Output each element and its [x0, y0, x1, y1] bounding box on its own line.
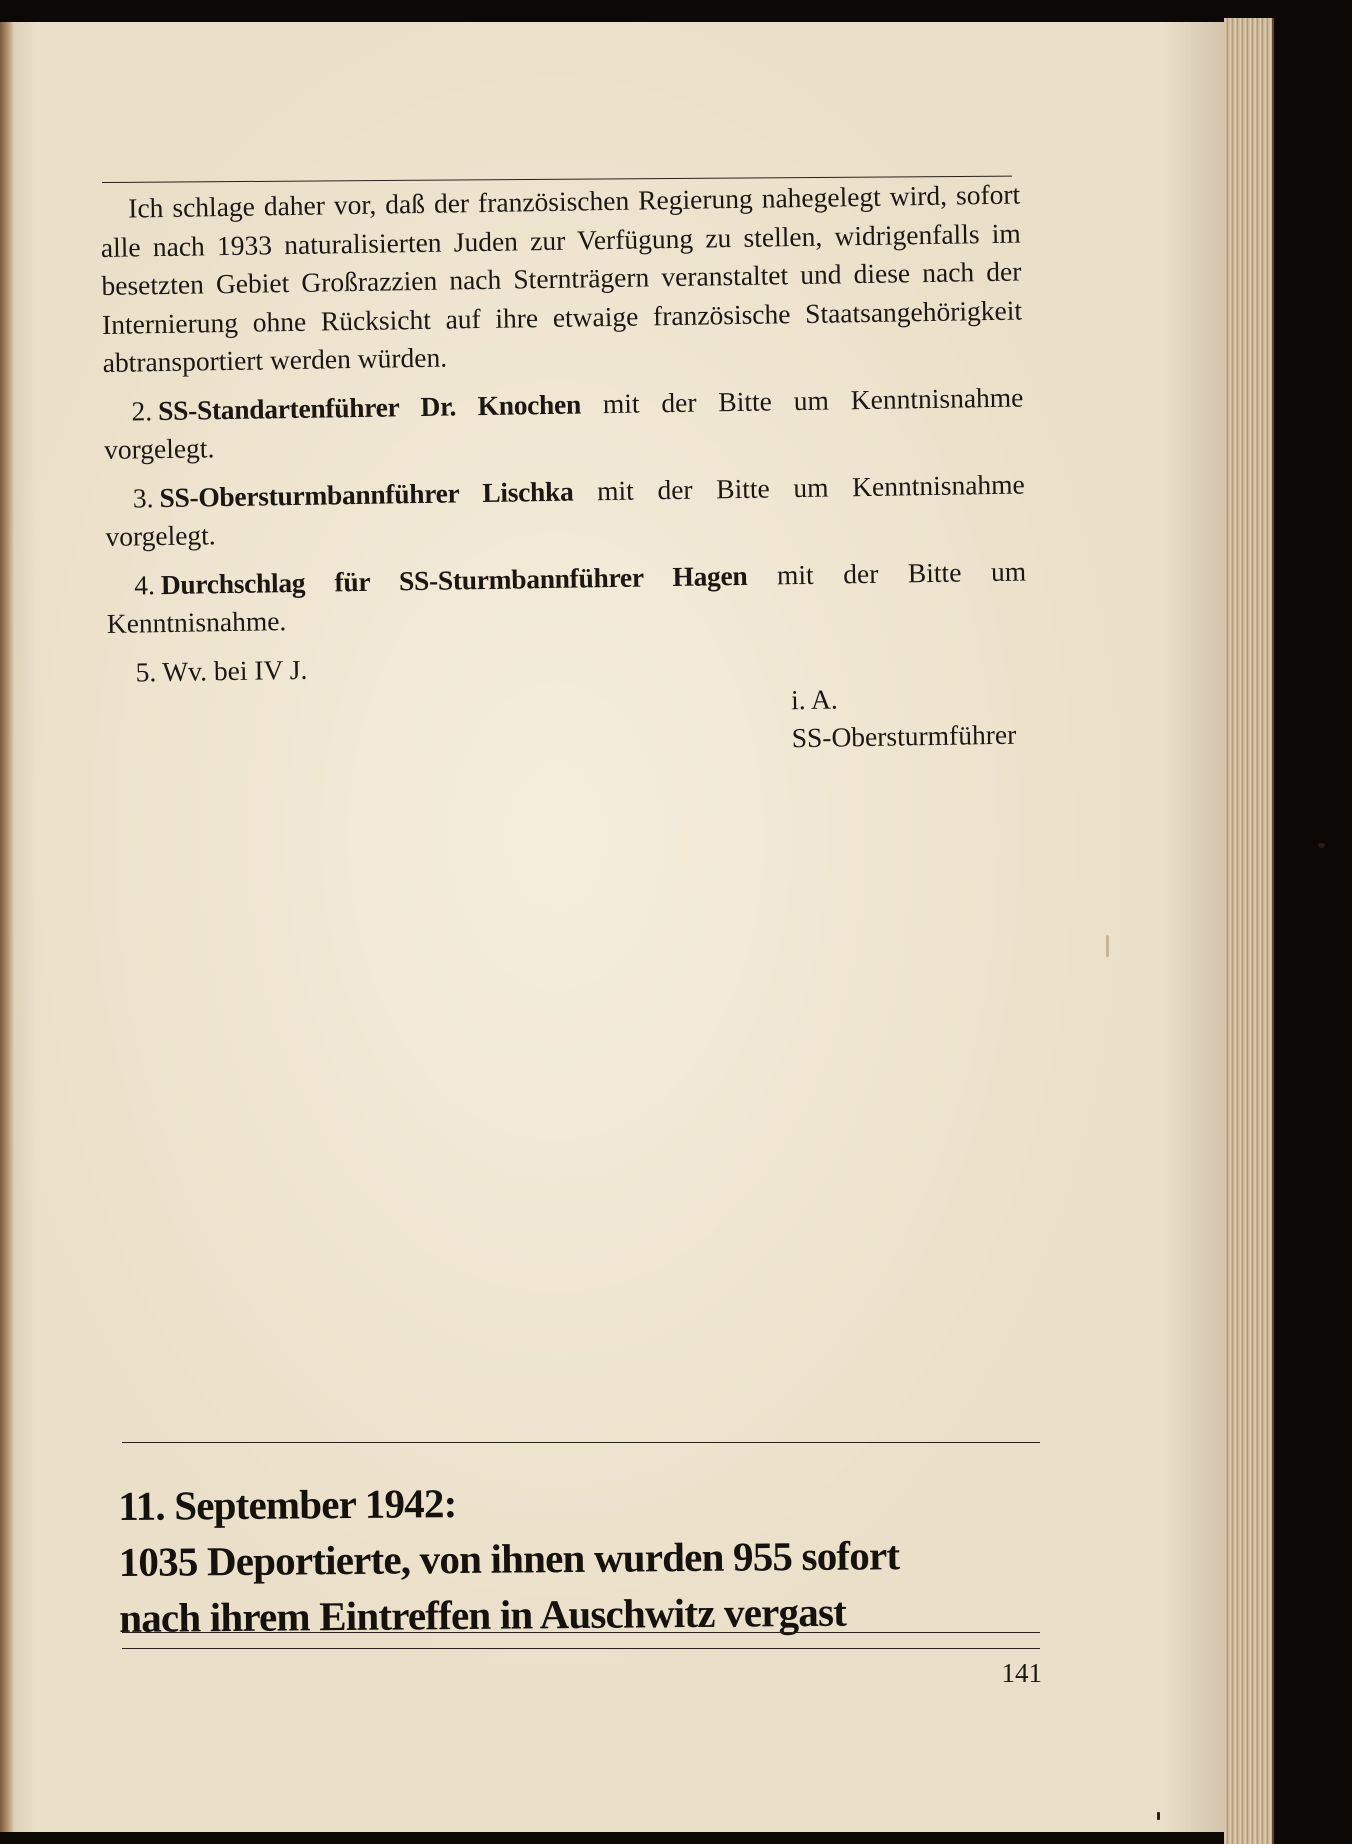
heading-line-3: nach ihrem Eintreffen in Auschwitz vergast — [119, 1588, 847, 1641]
heading-bottom-rule-1 — [122, 1632, 1040, 1633]
scan-speck — [1318, 843, 1325, 848]
item-text: mit der Bitte um Kenntnisnahme vorgelegt. — [103, 381, 1024, 465]
item-text: Wv. bei IV J. — [161, 653, 308, 687]
page-number: 141 — [1001, 1658, 1042, 1688]
heading-line-2: 1035 Deportierte, von ihnen wurden 955 sofort — [118, 1532, 900, 1585]
heading-bottom-rule-2 — [122, 1648, 1040, 1649]
signature-ia: i. A. — [790, 683, 838, 716]
item-recipient: SS-Obersturmbannführer Lischka — [159, 475, 574, 513]
list-item — [106, 552, 1027, 643]
item-number: 5. — [135, 655, 157, 687]
item-number: 4. — [133, 568, 156, 601]
page-stack-edge — [1224, 18, 1274, 1844]
scan-speck — [1106, 935, 1109, 957]
item-recipient: Durchschlag für SS-Sturmbannführer Hagen — [160, 559, 748, 600]
signature-rank: SS-Obersturmführer — [791, 718, 1017, 754]
list-item — [105, 465, 1026, 556]
list-item — [103, 378, 1024, 469]
letter-text — [100, 176, 1029, 768]
item-text: mit der Bitte um Kenntnisnahme vorgelegt. — [105, 468, 1025, 552]
item-recipient: SS-Standartenführer Dr. Knochen — [157, 387, 582, 426]
signature-block — [791, 677, 1029, 757]
item-number: 3. — [132, 481, 154, 514]
heading-top-rule — [122, 1442, 1040, 1443]
scan-speck — [1157, 1812, 1160, 1820]
body-paragraph: Ich schlage daher vor, daß der französischen Regierung nahegelegt wird, sofort alle nach 1933 naturalisierten Juden zur Verfügung zu stellen, widrigenfalls im besetzten Gebiet Großrazzien nach Sternträgern veranstaltet und diese nach der Internierung ohne Rücksicht auf ihre etwaige französische Staatsangehörigkeit abtransportiert werden würden. — [100, 178, 1023, 378]
heading-date: 11. September 1942: — [118, 1480, 457, 1529]
book-spine-edge — [0, 22, 14, 1832]
item-text: mit der Bitte um Kenntnisnahme. — [106, 555, 1027, 639]
section-heading — [118, 1470, 1019, 1646]
item-number: 2. — [131, 394, 153, 427]
